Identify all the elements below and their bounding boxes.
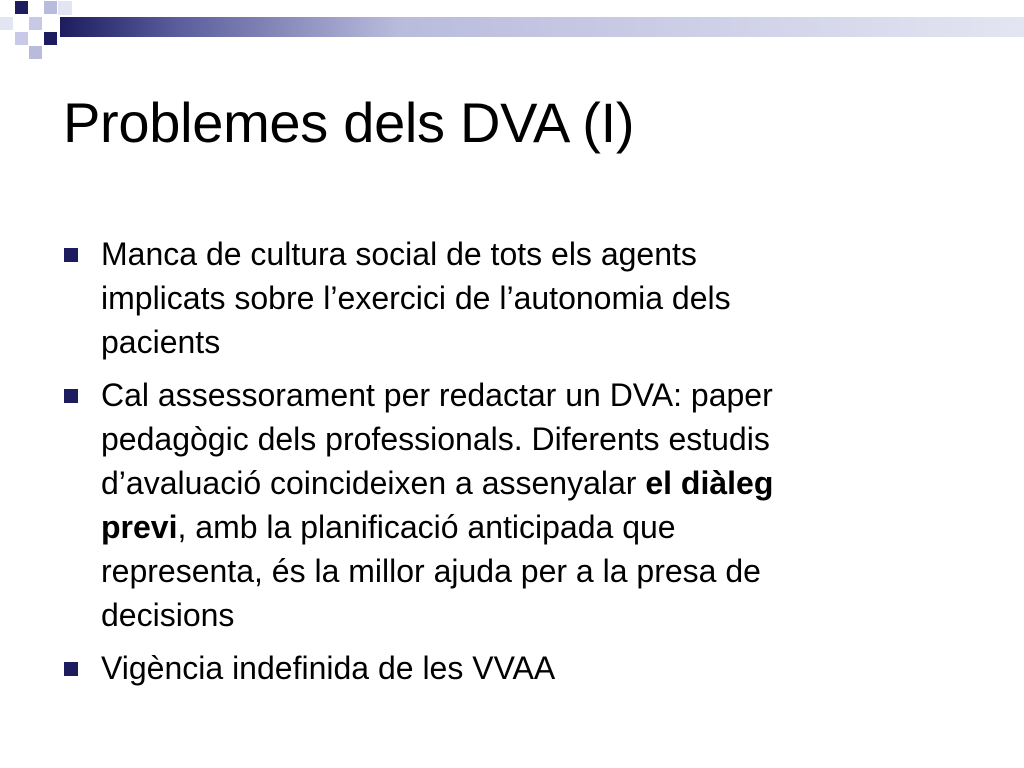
square-bullet-icon [64,662,78,676]
bullet-text-line: Vigència indefinida de les VVAA [101,650,556,686]
square-bullet-icon [64,248,78,262]
slide-title: Problemes dels DVA (I) [63,91,635,154]
bullet-item [62,373,962,637]
emphasis-text: previ [101,509,178,545]
bullet-text-line: representa, és la millor ajuda per a la presa de [101,553,761,589]
header-squares-graphic [0,0,1024,62]
bullet-text-line [101,461,962,505]
bullet-text-line: decisions [101,597,235,633]
bullet-list [62,232,962,699]
bullet-item [62,646,962,690]
bullet-text-line: Manca de cultura social de tots els agents [101,236,697,272]
bullet-text-segment: , amb la planificació anticipada que [177,509,676,545]
bullet-text-line: Cal assessorament per redactar un DVA: paper [101,377,773,413]
emphasis-text: el diàleg [645,465,774,501]
bullet-item [62,232,962,364]
bullet-text-line: implicats sobre l’exercici de l’autonomia dels [101,280,731,316]
header-decoration [0,0,1024,62]
bullet-text-segment: d’avaluació coincideixen a assenyalar [101,465,646,501]
bullet-text-line: pacients [101,324,221,360]
bullet-text-line [101,505,962,549]
square-bullet-icon [64,389,78,403]
bullet-text-line: pedagògic dels professionals. Diferents estudis [101,421,770,457]
